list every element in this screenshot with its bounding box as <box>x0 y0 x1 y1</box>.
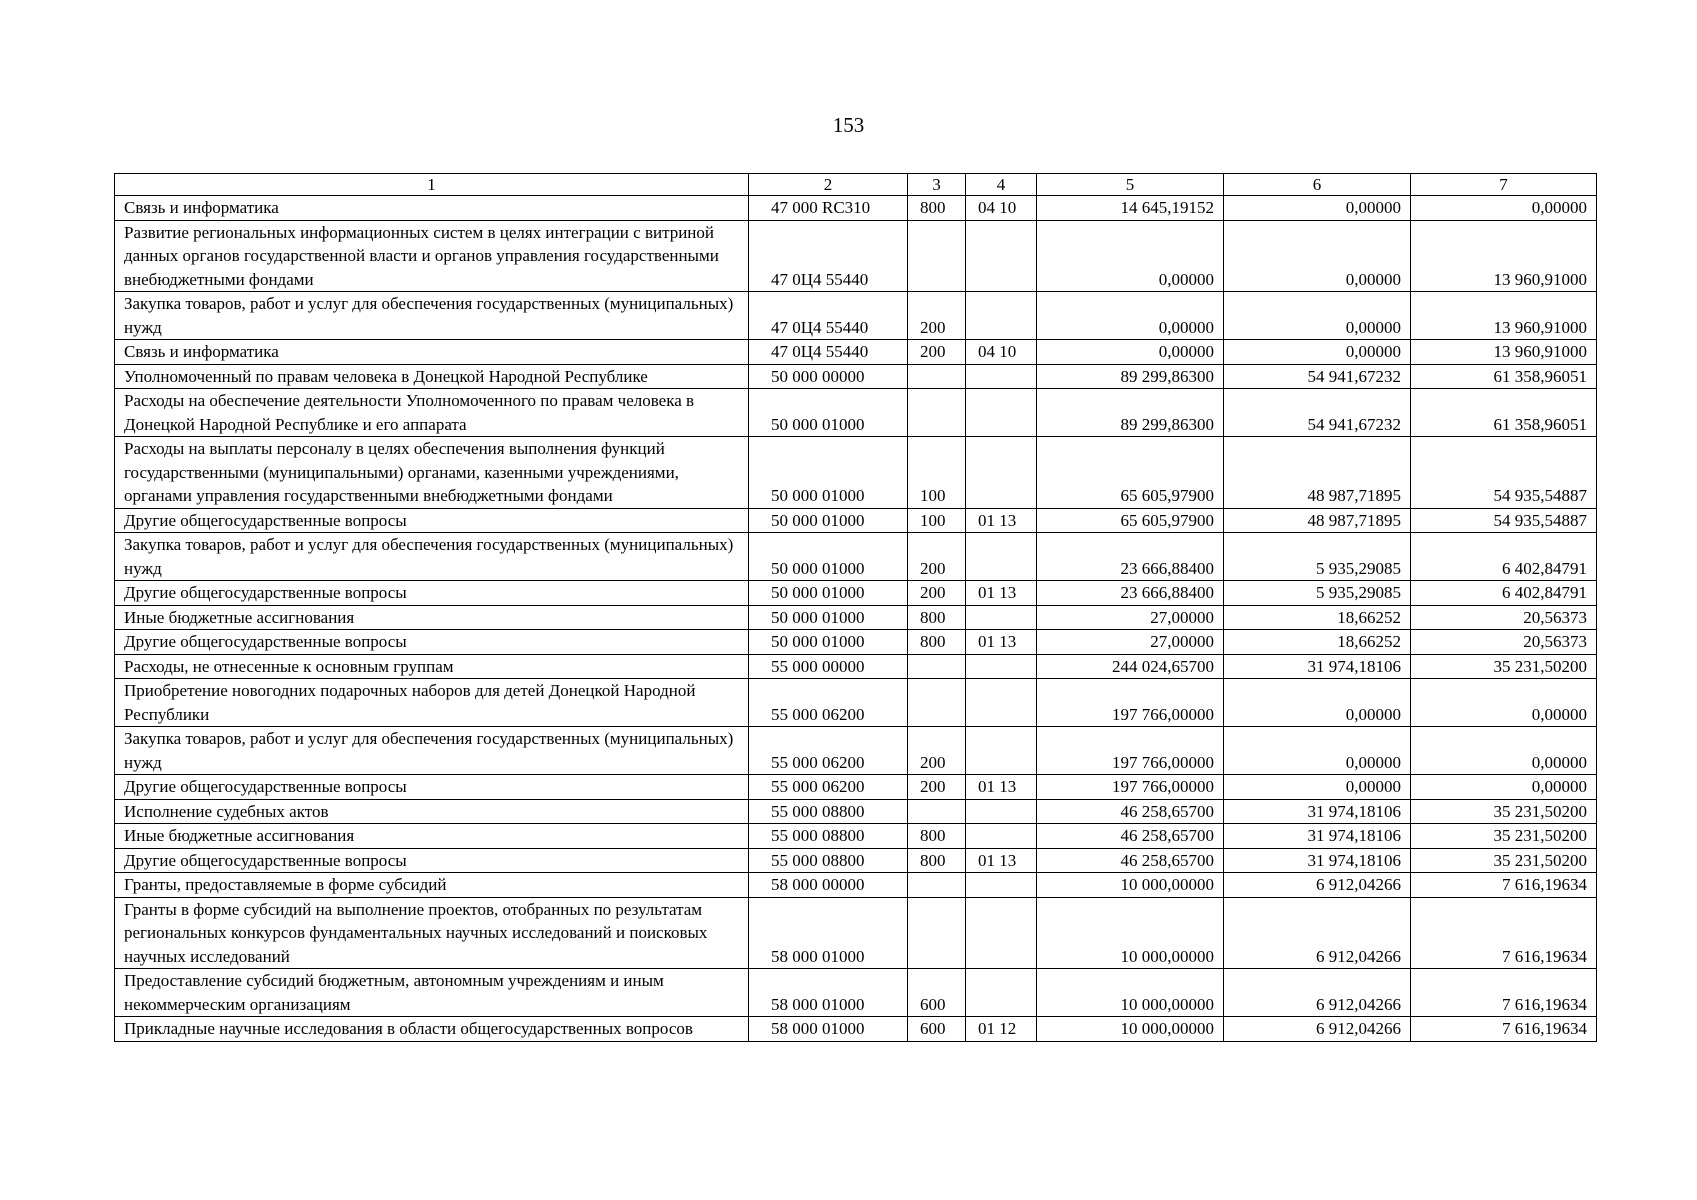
row-value-6: 18,66252 <box>1224 605 1411 630</box>
row-code: 50 000 00000 <box>749 364 908 389</box>
row-expense-type <box>908 799 966 824</box>
header-cell-4: 4 <box>966 174 1037 196</box>
table-row <box>115 969 1597 1017</box>
table-row <box>115 775 1597 800</box>
row-value-5: 46 258,65700 <box>1037 848 1224 873</box>
row-code: 58 000 01000 <box>749 969 908 1017</box>
row-section <box>966 873 1037 898</box>
row-value-5: 0,00000 <box>1037 340 1224 365</box>
row-value-7: 7 616,19634 <box>1411 873 1597 898</box>
row-name: Расходы на обеспечение деятельности Уполномоченного по правам человека в Донецкой Народной Республике и его аппарата <box>115 389 749 437</box>
row-value-7: 20,56373 <box>1411 630 1597 655</box>
row-code: 55 000 06200 <box>749 679 908 727</box>
row-expense-type: 200 <box>908 292 966 340</box>
row-code: 58 000 01000 <box>749 897 908 969</box>
table-row <box>115 679 1597 727</box>
row-value-5: 65 605,97900 <box>1037 437 1224 509</box>
row-section <box>966 605 1037 630</box>
row-code: 50 000 01000 <box>749 605 908 630</box>
row-value-5: 0,00000 <box>1037 220 1224 292</box>
row-value-5: 89 299,86300 <box>1037 364 1224 389</box>
row-name: Прикладные научные исследования в области общегосударственных вопросов <box>115 1017 749 1042</box>
row-value-6: 5 935,29085 <box>1224 533 1411 581</box>
row-value-7: 13 960,91000 <box>1411 220 1597 292</box>
row-value-6: 6 912,04266 <box>1224 873 1411 898</box>
row-value-7: 13 960,91000 <box>1411 292 1597 340</box>
row-value-7: 54 935,54887 <box>1411 437 1597 509</box>
row-section: 04 10 <box>966 340 1037 365</box>
row-value-6: 5 935,29085 <box>1224 581 1411 606</box>
row-value-7: 7 616,19634 <box>1411 1017 1597 1042</box>
row-name: Гранты в форме субсидий на выполнение проектов, отобранных по результатам региональных конкурсов фундаментальных научных исследований и поисковых научных исследований <box>115 897 749 969</box>
row-code: 55 000 06200 <box>749 727 908 775</box>
row-value-5: 197 766,00000 <box>1037 727 1224 775</box>
row-code: 47 0Ц4 55440 <box>749 292 908 340</box>
row-value-5: 46 258,65700 <box>1037 799 1224 824</box>
row-value-7: 7 616,19634 <box>1411 897 1597 969</box>
row-expense-type: 800 <box>908 605 966 630</box>
row-expense-type <box>908 220 966 292</box>
row-value-5: 23 666,88400 <box>1037 581 1224 606</box>
row-value-5: 10 000,00000 <box>1037 969 1224 1017</box>
row-code: 58 000 00000 <box>749 873 908 898</box>
table-row <box>115 389 1597 437</box>
row-value-6: 54 941,67232 <box>1224 389 1411 437</box>
row-section <box>966 437 1037 509</box>
row-value-5: 10 000,00000 <box>1037 873 1224 898</box>
row-value-6: 0,00000 <box>1224 196 1411 221</box>
page-number: 153 <box>832 113 865 137</box>
table-row <box>115 196 1597 221</box>
row-code: 47 000 RC310 <box>749 196 908 221</box>
table-row <box>115 848 1597 873</box>
row-code: 50 000 01000 <box>749 508 908 533</box>
row-expense-type <box>908 679 966 727</box>
row-name: Связь и информатика <box>115 340 749 365</box>
header-cell-2: 2 <box>749 174 908 196</box>
row-value-6: 18,66252 <box>1224 630 1411 655</box>
row-name: Исполнение судебных актов <box>115 799 749 824</box>
row-value-6: 31 974,18106 <box>1224 824 1411 849</box>
row-name: Предоставление субсидий бюджетным, автономным учреждениям и иным некоммерческим организациям <box>115 969 749 1017</box>
table-row <box>115 533 1597 581</box>
row-name: Уполномоченный по правам человека в Донецкой Народной Республике <box>115 364 749 389</box>
row-value-6: 0,00000 <box>1224 292 1411 340</box>
row-value-6: 54 941,67232 <box>1224 364 1411 389</box>
table-row <box>115 799 1597 824</box>
row-section <box>966 897 1037 969</box>
row-name: Закупка товаров, работ и услуг для обеспечения государственных (муниципальных) нужд <box>115 533 749 581</box>
row-section <box>966 364 1037 389</box>
table-row <box>115 292 1597 340</box>
table-row <box>115 897 1597 969</box>
row-value-7: 0,00000 <box>1411 775 1597 800</box>
row-code: 50 000 01000 <box>749 389 908 437</box>
header-cell-6: 6 <box>1224 174 1411 196</box>
table-row <box>115 727 1597 775</box>
row-name: Приобретение новогодних подарочных наборов для детей Донецкой Народной Республики <box>115 679 749 727</box>
row-expense-type: 600 <box>908 969 966 1017</box>
row-section: 01 12 <box>966 1017 1037 1042</box>
row-code: 55 000 06200 <box>749 775 908 800</box>
table-row <box>115 873 1597 898</box>
row-value-5: 89 299,86300 <box>1037 389 1224 437</box>
row-code: 50 000 01000 <box>749 437 908 509</box>
row-value-7: 35 231,50200 <box>1411 799 1597 824</box>
row-value-7: 35 231,50200 <box>1411 824 1597 849</box>
row-value-5: 197 766,00000 <box>1037 679 1224 727</box>
row-value-6: 0,00000 <box>1224 775 1411 800</box>
table-row <box>115 437 1597 509</box>
row-value-5: 14 645,19152 <box>1037 196 1224 221</box>
row-value-5: 27,00000 <box>1037 630 1224 655</box>
row-value-6: 31 974,18106 <box>1224 799 1411 824</box>
table-row <box>115 508 1597 533</box>
row-value-7: 0,00000 <box>1411 196 1597 221</box>
table-body <box>115 174 1597 1042</box>
row-expense-type <box>908 654 966 679</box>
row-expense-type <box>908 897 966 969</box>
header-cell-7: 7 <box>1411 174 1597 196</box>
row-section: 01 13 <box>966 581 1037 606</box>
row-value-5: 197 766,00000 <box>1037 775 1224 800</box>
row-value-6: 6 912,04266 <box>1224 897 1411 969</box>
row-name: Закупка товаров, работ и услуг для обеспечения государственных (муниципальных) нужд <box>115 727 749 775</box>
row-value-5: 10 000,00000 <box>1037 897 1224 969</box>
row-section: 01 13 <box>966 848 1037 873</box>
row-value-7: 0,00000 <box>1411 727 1597 775</box>
row-section <box>966 533 1037 581</box>
row-value-6: 0,00000 <box>1224 679 1411 727</box>
table-row <box>115 340 1597 365</box>
row-expense-type: 100 <box>908 508 966 533</box>
row-value-7: 0,00000 <box>1411 679 1597 727</box>
row-name: Другие общегосударственные вопросы <box>115 775 749 800</box>
row-value-6: 48 987,71895 <box>1224 508 1411 533</box>
row-section: 04 10 <box>966 196 1037 221</box>
row-value-5: 27,00000 <box>1037 605 1224 630</box>
row-value-5: 10 000,00000 <box>1037 1017 1224 1042</box>
row-expense-type: 200 <box>908 775 966 800</box>
row-name: Другие общегосударственные вопросы <box>115 848 749 873</box>
row-value-5: 23 666,88400 <box>1037 533 1224 581</box>
table-row <box>115 630 1597 655</box>
row-expense-type: 800 <box>908 630 966 655</box>
row-code: 58 000 01000 <box>749 1017 908 1042</box>
row-value-6: 31 974,18106 <box>1224 654 1411 679</box>
row-value-6: 0,00000 <box>1224 220 1411 292</box>
row-section <box>966 292 1037 340</box>
row-section <box>966 727 1037 775</box>
row-value-7: 61 358,96051 <box>1411 389 1597 437</box>
table-row <box>115 605 1597 630</box>
row-value-7: 35 231,50200 <box>1411 654 1597 679</box>
row-name: Гранты, предоставляемые в форме субсидий <box>115 873 749 898</box>
row-value-6: 31 974,18106 <box>1224 848 1411 873</box>
row-value-7: 6 402,84791 <box>1411 533 1597 581</box>
row-expense-type: 200 <box>908 581 966 606</box>
row-code: 55 000 08800 <box>749 799 908 824</box>
row-section <box>966 389 1037 437</box>
row-name: Иные бюджетные ассигнования <box>115 605 749 630</box>
row-section <box>966 969 1037 1017</box>
row-name: Связь и информатика <box>115 196 749 221</box>
row-code: 50 000 01000 <box>749 533 908 581</box>
row-section <box>966 654 1037 679</box>
row-expense-type: 800 <box>908 848 966 873</box>
row-expense-type: 600 <box>908 1017 966 1042</box>
row-code: 47 0Ц4 55440 <box>749 220 908 292</box>
row-value-5: 65 605,97900 <box>1037 508 1224 533</box>
row-section <box>966 679 1037 727</box>
row-value-6: 6 912,04266 <box>1224 969 1411 1017</box>
table-row <box>115 220 1597 292</box>
header-cell-3: 3 <box>908 174 966 196</box>
row-value-7: 13 960,91000 <box>1411 340 1597 365</box>
row-value-5: 0,00000 <box>1037 292 1224 340</box>
row-value-7: 35 231,50200 <box>1411 848 1597 873</box>
row-section: 01 13 <box>966 630 1037 655</box>
row-code: 55 000 08800 <box>749 824 908 849</box>
row-expense-type: 200 <box>908 727 966 775</box>
row-section <box>966 799 1037 824</box>
row-expense-type <box>908 389 966 437</box>
row-name: Другие общегосударственные вопросы <box>115 581 749 606</box>
row-expense-type: 200 <box>908 340 966 365</box>
row-code: 55 000 08800 <box>749 848 908 873</box>
row-code: 47 0Ц4 55440 <box>749 340 908 365</box>
row-name: Другие общегосударственные вопросы <box>115 630 749 655</box>
row-value-6: 48 987,71895 <box>1224 437 1411 509</box>
row-code: 50 000 01000 <box>749 581 908 606</box>
row-value-5: 46 258,65700 <box>1037 824 1224 849</box>
header-row <box>115 174 1597 196</box>
table-row <box>115 364 1597 389</box>
row-name: Развитие региональных информационных систем в целях интеграции с витриной данных органов государственной власти и органов управления государственными внебюджетными фондами <box>115 220 749 292</box>
row-name: Закупка товаров, работ и услуг для обеспечения государственных (муниципальных) нужд <box>115 292 749 340</box>
row-expense-type: 200 <box>908 533 966 581</box>
row-code: 55 000 00000 <box>749 654 908 679</box>
header-cell-1: 1 <box>115 174 749 196</box>
row-value-7: 7 616,19634 <box>1411 969 1597 1017</box>
row-value-7: 54 935,54887 <box>1411 508 1597 533</box>
table-row <box>115 654 1597 679</box>
row-expense-type <box>908 873 966 898</box>
row-expense-type: 800 <box>908 196 966 221</box>
row-expense-type: 800 <box>908 824 966 849</box>
row-value-7: 20,56373 <box>1411 605 1597 630</box>
row-name: Иные бюджетные ассигнования <box>115 824 749 849</box>
row-name: Расходы, не отнесенные к основным группам <box>115 654 749 679</box>
row-section: 01 13 <box>966 775 1037 800</box>
row-section <box>966 824 1037 849</box>
row-value-6: 6 912,04266 <box>1224 1017 1411 1042</box>
row-expense-type: 100 <box>908 437 966 509</box>
row-value-7: 6 402,84791 <box>1411 581 1597 606</box>
row-value-5: 244 024,65700 <box>1037 654 1224 679</box>
row-name: Другие общегосударственные вопросы <box>115 508 749 533</box>
table-row <box>115 581 1597 606</box>
row-section <box>966 220 1037 292</box>
table-row <box>115 824 1597 849</box>
row-section: 01 13 <box>966 508 1037 533</box>
row-expense-type <box>908 364 966 389</box>
row-code: 50 000 01000 <box>749 630 908 655</box>
row-name: Расходы на выплаты персоналу в целях обеспечения выполнения функций государственными (муниципальными) органами, казенными учреждениями, органами управления государственными внебюджетными фондами <box>115 437 749 509</box>
budget-table <box>114 173 1597 1042</box>
header-cell-5: 5 <box>1037 174 1224 196</box>
row-value-6: 0,00000 <box>1224 340 1411 365</box>
row-value-6: 0,00000 <box>1224 727 1411 775</box>
table-row <box>115 1017 1597 1042</box>
row-value-7: 61 358,96051 <box>1411 364 1597 389</box>
